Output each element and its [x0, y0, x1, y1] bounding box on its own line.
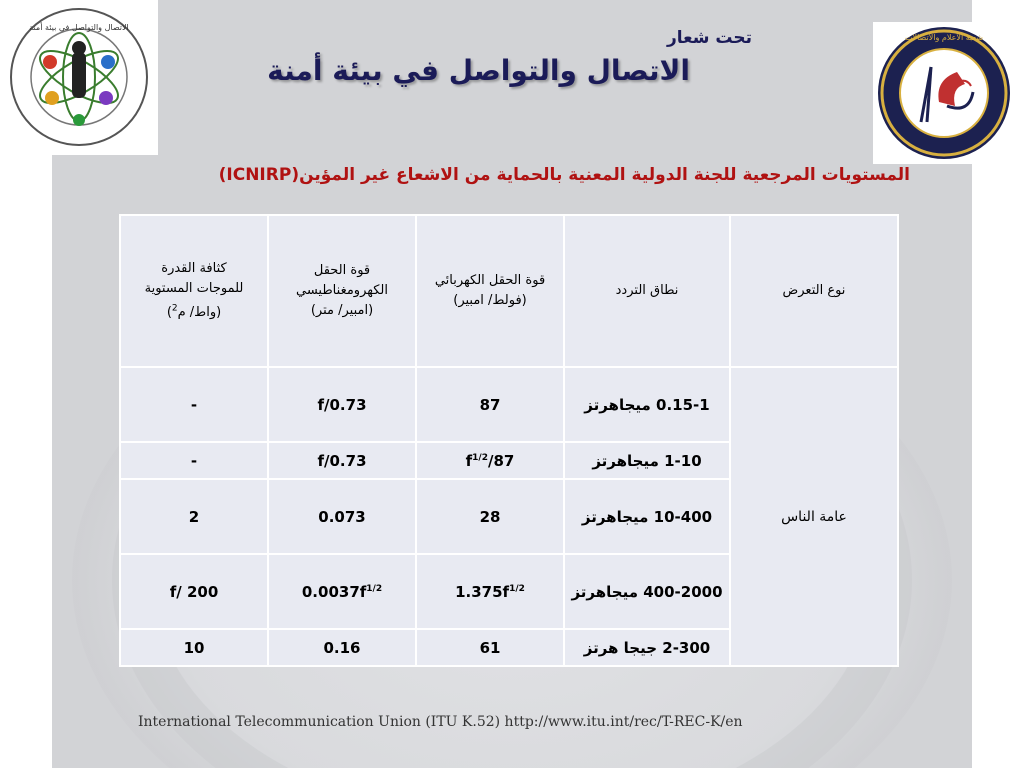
frequency-cell: 1-10 ميجاهرتز — [564, 442, 730, 479]
column-header-electric-field-line1: قوة الحقل الكهربائي — [434, 273, 546, 288]
frequency-cell: 2-300 جيجا هرتز — [564, 629, 730, 666]
column-header-power-density-line3 — [167, 305, 221, 320]
power-density-cell: 10 — [120, 629, 268, 666]
magnetic-field-value: 0.0037f — [301, 582, 367, 601]
column-header-magnetic-field-line3: (امبير/ متر) — [310, 303, 374, 318]
table-row — [120, 367, 898, 442]
column-header-magnetic-field — [268, 215, 416, 367]
table-header-row — [120, 215, 898, 367]
electric-field-value: 87 — [479, 395, 501, 414]
svg-text:الاتصال والتواصل في بيئة أمنة: الاتصال والتواصل في بيئة أمنة — [29, 23, 129, 32]
exposure-group-cell: عامة الناس — [730, 367, 898, 666]
source-footer: International Telecommunication Union (ITU K.52) http://www.itu.int/rec/T-REC-K/en — [138, 714, 743, 730]
magnetic-field-cell — [268, 554, 416, 629]
power-density-unit-close: ) — [166, 305, 172, 321]
power-density-unit-exponent: 2 — [171, 303, 178, 314]
magnetic-field-value: 0.73/f — [317, 395, 367, 414]
left-logo — [0, 0, 158, 155]
column-header-magnetic-field-line2: الكهرومغناطيسي — [295, 283, 388, 298]
column-header-power-density-line2: للموجات المستوية — [144, 280, 244, 296]
electric-field-exponent: 1/2 — [472, 452, 488, 463]
frequency-cell: 400-2000 ميجاهرتز — [564, 554, 730, 629]
power-density-cell: - — [120, 367, 268, 442]
frequency-cell: 10-400 ميجاهرتز — [564, 479, 730, 554]
column-header-electric-field — [416, 215, 564, 367]
electric-field-value: 87/f — [465, 451, 515, 470]
electric-field-cell — [416, 479, 564, 554]
electric-field-value: 61 — [479, 638, 501, 657]
magnetic-field-exponent: 1/2 — [366, 583, 383, 594]
page-heading: المستويات المرجعية للجنة الدولية المعنية بالحماية من الاشعاع غير المؤين(ICNIRP) — [218, 165, 910, 185]
column-header-magnetic-field-line1: قوة الحقل — [313, 263, 371, 278]
magnetic-field-value: 0.16 — [323, 638, 361, 657]
electric-field-value: 28 — [479, 507, 501, 526]
right-logo — [873, 22, 1016, 164]
reference-levels-table — [119, 214, 897, 664]
magnetic-field-cell — [268, 629, 416, 666]
power-density-unit-text: (واط/ م — [177, 305, 222, 321]
electric-field-value: 1.375f — [455, 582, 510, 601]
electric-field-cell — [416, 367, 564, 442]
power-density-cell: f/ 200 — [120, 554, 268, 629]
media-communications-logo-icon — [873, 22, 1016, 164]
electric-field-exponent: 1/2 — [509, 583, 525, 594]
magnetic-field-cell — [268, 367, 416, 442]
atom-logo-icon — [0, 0, 158, 155]
magnetic-field-value: 0.73/f — [317, 451, 367, 470]
frequency-cell: 0.15-1 ميجاهرتز — [564, 367, 730, 442]
column-header-exposure-type: نوع التعرض — [730, 215, 898, 367]
electric-field-cell — [416, 442, 564, 479]
power-density-cell: - — [120, 442, 268, 479]
magnetic-field-value: 0.073 — [318, 507, 366, 526]
slogan-title: الاتصال والتواصل في بيئة أمنة — [267, 54, 690, 87]
svg-text:شعبة الاعلام والاتصالات: شعبة الاعلام والاتصالات — [905, 33, 983, 42]
slogan-prefix: تحت شعار — [666, 28, 752, 48]
power-density-cell: 2 — [120, 479, 268, 554]
column-header-power-density-line1: كثافة القدرة — [161, 260, 227, 276]
electric-field-cell — [416, 554, 564, 629]
column-header-power-density — [120, 215, 268, 367]
column-header-electric-field-line2: (فولط/ امبير) — [453, 293, 527, 308]
electric-field-cell — [416, 629, 564, 666]
magnetic-field-cell — [268, 479, 416, 554]
column-header-frequency-range: نطاق التردد — [564, 215, 730, 367]
magnetic-field-cell — [268, 442, 416, 479]
